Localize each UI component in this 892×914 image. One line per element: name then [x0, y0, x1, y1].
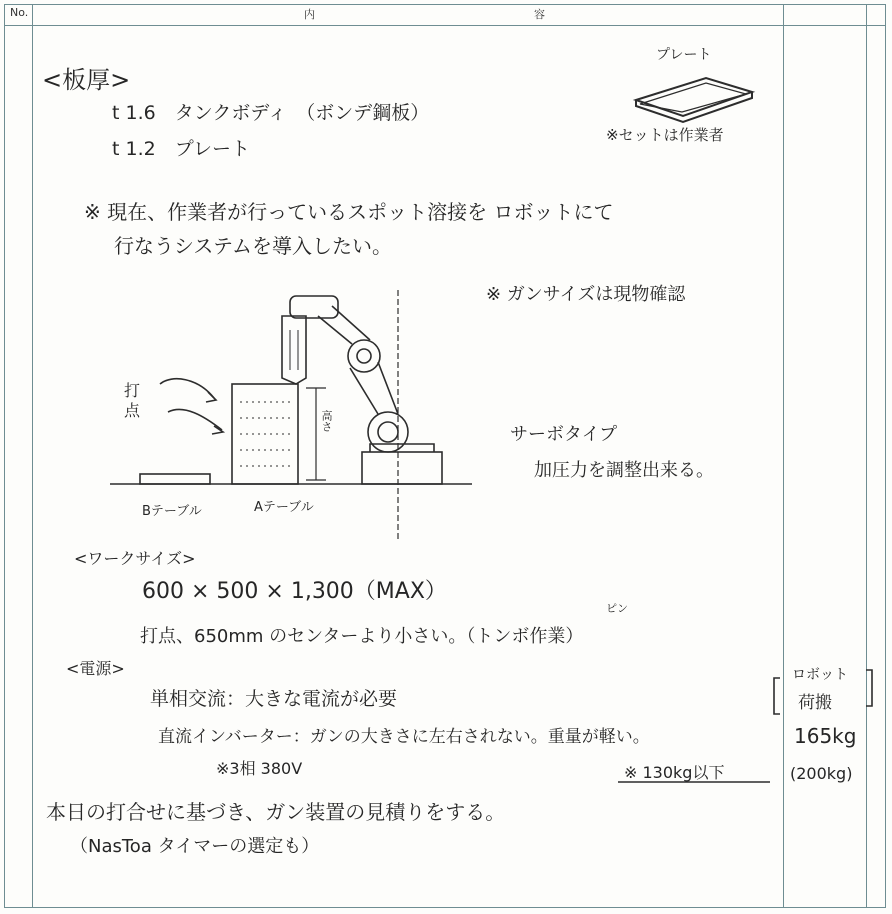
- work-size-value: 600 × 500 × 1,300（MAX）: [142, 579, 447, 604]
- plate-note: ※セットは作業者: [606, 126, 724, 144]
- servo-line-1: サーボタイプ: [510, 424, 618, 445]
- weight-note: ※ 130kg以下: [624, 763, 725, 782]
- right-col-load: 165kg: [794, 724, 857, 748]
- servo-line-2: 加圧力を調整出来る。: [534, 460, 714, 481]
- power-heading: <電源>: [66, 659, 125, 678]
- header-content-label-2: 容: [534, 8, 545, 21]
- plate-thickness-line-1: t 1.6 タンクボディ （ボンデ鋼板）: [112, 102, 430, 124]
- a-table-label: Aテーブル: [254, 500, 314, 515]
- power-line-3: ※3相 380V: [216, 759, 303, 778]
- right-col-label-1: ロボット: [792, 667, 848, 683]
- power-line-1: 単相交流：大きな電流が必要: [150, 688, 398, 710]
- dimension-label: 高さ: [320, 410, 333, 432]
- b-table-label: Bテーブル: [142, 504, 202, 519]
- right-col-label-2: 荷搬: [798, 693, 832, 713]
- intro-line-2: 行なうシステムを導入したい。: [114, 234, 392, 258]
- hit-point-label-1: 打: [124, 381, 141, 400]
- plate-thickness-heading: <板厚>: [42, 66, 131, 94]
- header-content-label-1: 内: [304, 8, 315, 21]
- plate-label: プレート: [656, 47, 712, 63]
- plate-sketch: [636, 78, 752, 122]
- closing-line-1: 本日の打合せに基づき、ガン装置の見積りをする。: [46, 800, 506, 824]
- work-size-annotation: ピン: [606, 602, 628, 615]
- hit-point-size: 打点、650mm のセンターより小さい。（トンボ作業）: [140, 626, 584, 647]
- work-size-heading: <ワークサイズ>: [74, 549, 196, 568]
- closing-line-2: （NasToa タイマーの選定も）: [70, 836, 320, 857]
- header-no-label: No.: [10, 6, 29, 19]
- power-line-2: 直流インバーター：ガンの大きさに左右されない。重量が軽い。: [158, 727, 650, 747]
- intro-line-1: ※ 現在、作業者が行っているスポット溶接を ロボットにて: [84, 200, 614, 224]
- hit-point-label-2: 点: [124, 401, 141, 420]
- right-col-load-2: (200kg): [790, 764, 853, 783]
- plate-thickness-line-2: t 1.2 プレート: [112, 138, 250, 160]
- gun-size-note: ※ ガンサイズは現物確認: [486, 284, 686, 305]
